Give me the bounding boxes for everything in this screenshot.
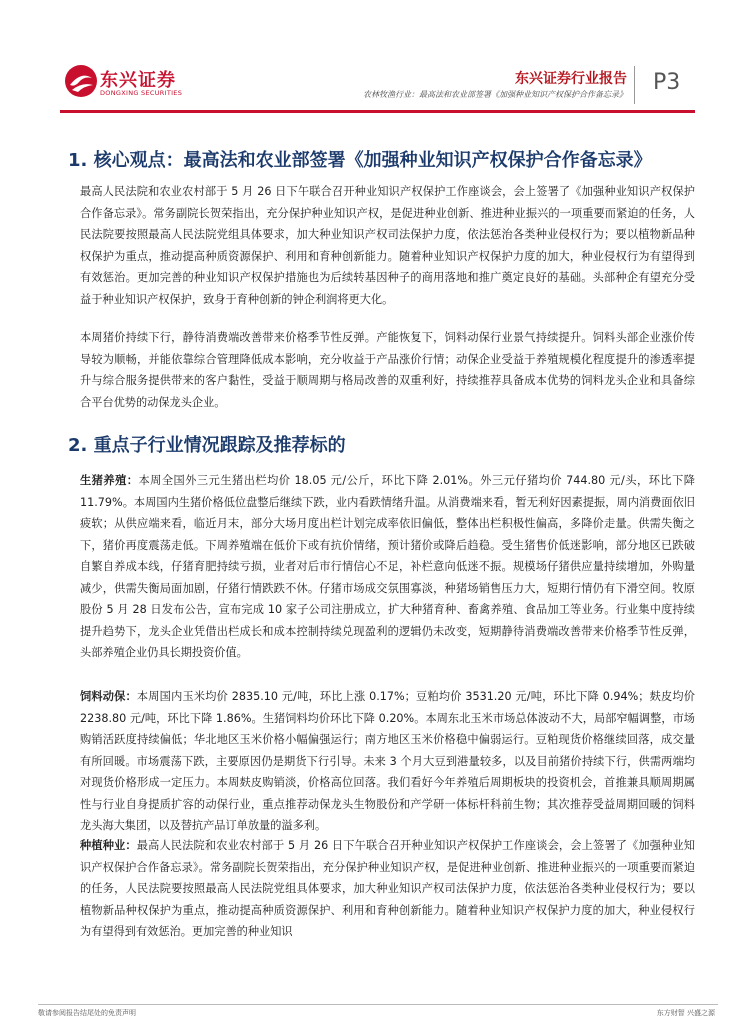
header-divider: [634, 66, 635, 104]
hog-farming-lead: 生猪养殖：: [80, 474, 139, 487]
feed-vet-lead: 饲料动保：: [80, 690, 137, 703]
footer-rule: [38, 1004, 718, 1005]
hog-farming-paragraph: [80, 470, 695, 664]
seed-industry-text: 最高人民法院和农业农村部于 5 月 26 日下午联合召开种业知识产权保护工作座谈会，会上签署了《加强种业知识产权保护合作备忘录》。常务副院长贺荣指出，充分保护种业知识产权，是促进种业创新、推进种业振兴的一项重要而紧迫的任务，人民法院要按照最高人民法院党组具体要求，加大种业知识产权司法保护力度，依法惩治各类种业侵权行为；要以植物新品种权保护为重点，推动提高种质资源保护、利用和育种创新能力。随着种业知识产权保护力度的加大，种业侵权行为有望得到有效惩治。更加完善的种业知识: [80, 839, 695, 938]
footer-slogan: 东方财智 兴盛之源: [656, 1009, 715, 1017]
seed-industry-paragraph: [80, 835, 695, 943]
section-1-paragraph-1: 最高人民法院和农业农村部于 5 月 26 日下午联合召开种业知识产权保护工作座谈会，会上签署了《加强种业知识产权保护合作备忘录》。常务副院长贺荣指出，充分保护种业知识产权，是促进种业创新、推进种业振兴的一项重要而紧迫的任务，人民法院要按照最高人民法院党组具体要求，加大种业知识产权司法保护力度，依法惩治各类种业侵权行为；要以植物新品种权保护为重点，推动提高种质资源保护、利用和育种创新能力。随着种业知识产权保护力度的加大，种业侵权行为有望得到有效惩治。更加完善的种业知识产权保护措施也为后续转基因种子的商用落地和推广奠定良好的基础。头部种企有望充分受益于种业知识产权保护，致身于育种创新的钟企利润将更大化。: [80, 185, 695, 306]
feed-vet-text: 本周国内玉米均价 2835.10 元/吨，环比上涨 0.17%；豆粕均价 3531.20 元/吨，环比下降 0.94%；麸皮均价 2238.80 元/吨，环比下降 1.86%。生猪饲料均价环比下降 0.20%。本周东北玉米市场总体波动不大，局部窄幅调整，市场购销活跃度持续偏低；华北地区玉米价格小幅偏强运行；南方地区玉米价格稳中偏弱运行。豆粕现货价格继续回落，成交量有所回暖。市场震荡下跌，主要原因仍是期货下行引导。未来 3 个月大豆到港量较多，以及目前猪价持续下行，供需两端均对现货价格形成一定压力。本周麸皮购销淡，价格高位回落。我们看好今年养殖后周期板块的投资机会，首推兼具顺周期属性与行业自身提质扩容的动保行业，重点推荐动保龙头生物股份和产学研一体标杆科前生物；其次推荐受益周期回暖的饲料龙头海大集团，以及替抗产品订单放量的溢多利。: [80, 690, 695, 832]
section-1-paragraph-2: 本周猪价持续下行，静待消费端改善带来价格季节性反弹。产能恢复下，饲料动保行业景气持续提升。饲料头部企业涨价传导较为顺畅，并能依靠综合管理降低成本影响，充分收益于产品涨价行情；动保企业受益于养殖规模化程度提升的渗透率提升与综合服务提供带来的客户黏性，受益于顺周期与格局改善的双重利好，持续推荐具备成本优势的饲料龙头企业和具备综合平台优势的动保龙头企业。: [80, 331, 695, 409]
feed-vet-paragraph: [80, 686, 695, 837]
report-subtitle: 农林牧渔行业：最高法和农业部签署《加强种业知识产权保护合作备忘录》: [363, 90, 627, 99]
logo-subtext: DONGXING SECURITIES: [100, 89, 183, 97]
footer-disclaimer: 敬请参阅报告结尾处的免责声明: [38, 1009, 136, 1017]
section-1-title: 1. 核心观点：最高法和农业部签署《加强种业知识产权保护合作备忘录》: [68, 150, 652, 171]
seed-industry-lead: 种植种业：: [80, 839, 137, 852]
page-number: P3: [653, 70, 681, 95]
logo-text: 东兴证券: [100, 70, 176, 91]
section-2-title: 2. 重点子行业情况跟踪及推荐标的: [68, 435, 346, 456]
page-header: [0, 0, 755, 110]
header-rule: [60, 110, 695, 113]
report-title: 东兴证券行业报告: [515, 71, 627, 87]
hog-farming-text: 本周全国外三元生猪出栏均价 18.05 元/公斤，环比下降 2.01%。外三元仔猪均价 744.80 元/头，环比下降 11.79%。本周国内生猪价格低位盘整后继续下跌，业内看跌情绪升温。从消费端来看，暂无利好因素提振，周内消费面依旧疲软；从供应端来看，临近月末，部分大场月度出栏计划完成率依旧偏低，整体出栏积极性偏高，多降价走量。供需失衡之下，猪价再度震荡走低。下周养殖端在低价下或有抗价情绪，预计猪价或降后趋稳。受生猪售价低迷影响，部分地区已跌破自繁自养成本线，仔猪育肥持续亏损，业者对后市行情信心不足，补栏意向低迷不振。规模场仔猪供应量持续增加，外购量减少，供需失衡局面加剧，仔猪行情跌跌不休。仔猪市场成交氛围寡淡，种猪场销售压力大，短期行情仍有下滑空间。牧原股份 5 月 28 日发布公告，宣布完成 10 家子公司注册成立，扩大种猪育种、畜禽养殖、食品加工等业务。行业集中度持续提升趋势下，龙头企业凭借出栏成长和成本控制持续兑现盈利的逻辑仍未改变，短期静待消费端改善带来价格季节性反弹，头部养殖企业仍具长期投资价值。: [80, 474, 695, 659]
